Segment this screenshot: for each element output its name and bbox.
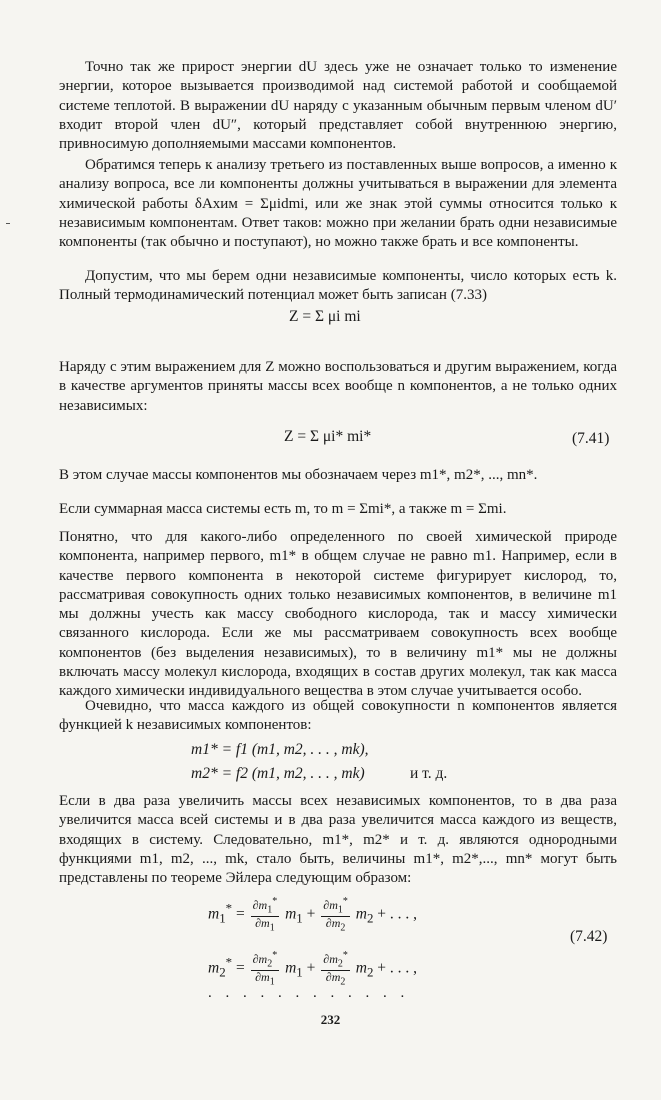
paragraph-7-text: Понятно, что для какого-либо определенного по своей химической природе компонента, например первого, m1* в общем случае не равно m1. Например, если в качестве первого компонента в некоторой системе фигурирует кислород, то, рассматривая совокупность одних только независимых компонентов, в величине m1 мы должны учесть как массу свободного кислорода, так и массу химически связанного кислорода. Если же мы рассматриваем совокупность всех вообще компонентов (без выделения независимых), то в величину m1* мы не должны включать массу молекул кислорода, входящих в состав других молекул, так как масса каждого химически индивидуального вещества в этом случае учитывается особо. [59, 529, 617, 700]
equation-7-41 [284, 428, 371, 446]
function-etc [410, 765, 447, 783]
paragraph-8 [59, 697, 617, 736]
function-line-1-text: m1* = f1 (m1, m2, . . . , mk), [191, 741, 369, 758]
margin-mark [6, 223, 10, 224]
euler-equation-2: $m_2^*$ = $\frac{\partial m_2^*}{\partial m_1}$ $m_1$ + $\frac{\partial m_2^*}{\partial m_2}$ $m_2$ + . . . , [208, 950, 418, 988]
paragraph-5 [59, 466, 617, 485]
paragraph-1-text: Точно так же прирост энергии dU здесь уже не означает только то изменение энергии, которое вызывается производимой над системой работой и сообщаемой системе теплотой. В выражении dU наряду с указанным обычным первым членом dU′ входит второй член dU″, который представляет собой внутреннюю энергию, привносимую дополняемыми массами компонентов. [59, 59, 617, 153]
function-line-2 [191, 765, 365, 783]
paragraph-5-text: В этом случае массы компонентов мы обозначаем через m1*, m2*, ..., mn*. [59, 467, 538, 483]
equation-7-41-text: Z = Σ μi* mi* [284, 428, 372, 445]
function-line-1 [191, 741, 369, 759]
paragraph-9-text: Если в два раза увеличить массы всех независимых компонентов, то в два раза увеличится масса всей системы и в два раза увеличится масса каждого из веществ, входящих в систему. Следовательно, m1*, m2* и т. д. являются однородными функциями m1, m2, ..., mk, стало быть, величины m1*, m2*,..., mn* могут быть представлены по теореме Эйлера следующим образом: [59, 793, 617, 887]
function-etc-text: и т. д. [410, 765, 448, 782]
paragraph-9 [59, 792, 617, 888]
equation-7-42-number: (7.42) [570, 928, 608, 945]
paragraph-6-text: Если суммарная масса системы есть m, то m = Σmi*, а также m = Σmi. [59, 501, 507, 517]
paragraph-2 [59, 156, 617, 252]
function-line-2-text: m2* = f2 (m1, m2, . . . , mk) [191, 765, 365, 782]
paragraph-8-text: Очевидно, что масса каждого из общей совокупности n компонентов является функцией k независимых компонентов: [59, 698, 617, 734]
paragraph-1 [59, 58, 617, 154]
paragraph-4-text: Наряду с этим выражением для Z можно воспользоваться и другим выражением, когда в качестве аргументов приняты массы всех вообще n компонентов, а не только одних независимых: [59, 359, 617, 414]
equation-z-independent-text: Z = Σ μi mi [289, 308, 361, 325]
paragraph-3-text: Допустим, что мы берем одни независимые компоненты, число которых есть k. Полный термодинамический потенциал может быть записан (7.33) [59, 268, 617, 304]
paragraph-3 [59, 267, 617, 306]
paragraph-7 [59, 528, 617, 702]
equation-z-independent [289, 308, 361, 326]
equation-7-41-number: (7.41) [572, 430, 610, 447]
page-number: 232 [320, 1012, 341, 1027]
paragraph-4 [59, 358, 617, 416]
euler-equation-1: $m_1^*$ = $\frac{\partial m_1^*}{\partial m_1}$ $m_1$ + $\frac{\partial m_1^*}{\partial m_2}$ $m_2$ + . . . , [208, 896, 418, 934]
paragraph-6 [59, 500, 617, 519]
euler-continuation-dots: . . . . . . . . . . . . [208, 985, 410, 1001]
paragraph-2-text: Обратимся теперь к анализу третьего из поставленных выше вопросов, а именно к анализу вопроса, все ли компоненты должны учитываться в выражении для элемента химической работы δAхим = Σμidmi, или же знак этой суммы относится только к независимым компонентам. Ответ таков: можно при желании брать одни независимые компоненты (так обычно и поступают), но можно также брать и все компоненты. [59, 157, 617, 251]
